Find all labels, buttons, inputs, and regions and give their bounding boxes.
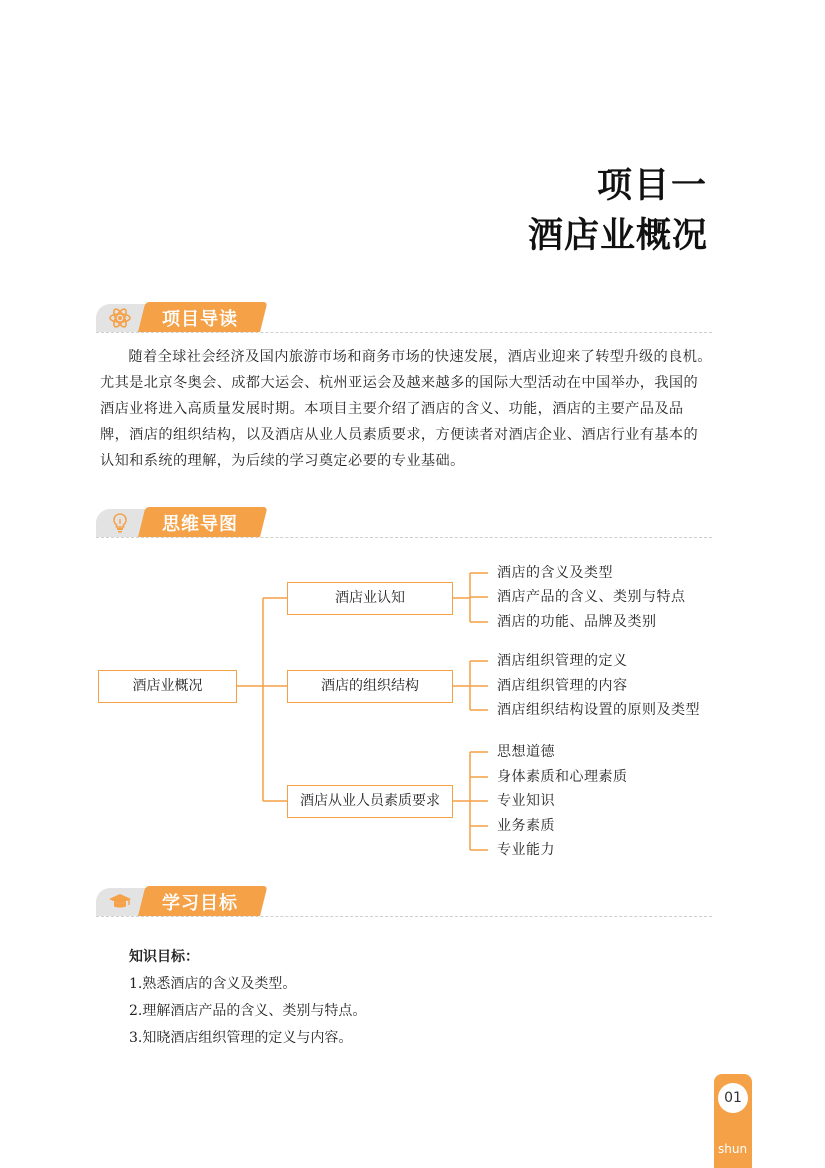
section-title-intro: 项目导读 xyxy=(162,309,238,330)
section-title-objectives: 学习目标 xyxy=(162,893,238,914)
objectives-heading: 知识目标： xyxy=(129,949,199,965)
page-number: 01 xyxy=(718,1083,748,1113)
mindmap-branch: 酒店的组织结构 xyxy=(287,670,453,703)
objective-item: 2.理解酒店产品的含义、类别与特点。 xyxy=(129,1003,367,1019)
project-number: 项目一 xyxy=(596,165,708,206)
mindmap-leaf: 酒店产品的含义、类别与特点 xyxy=(497,589,686,605)
graduation-cap-icon xyxy=(108,890,132,914)
mindmap-leaf: 酒店的功能、品牌及类别 xyxy=(497,614,657,630)
objective-item: 1.熟悉酒店的含义及类型。 xyxy=(129,976,297,992)
chapter-title: 酒店业概况 xyxy=(527,215,708,256)
mindmap-branch: 酒店业认知 xyxy=(287,582,453,615)
mindmap-leaf: 酒店的含义及类型 xyxy=(497,565,613,581)
section-title-mindmap: 思维导图 xyxy=(162,514,238,535)
mindmap-leaf: 身体素质和心理素质 xyxy=(497,769,628,785)
mindmap-branch: 酒店从业人员素质要求 xyxy=(287,785,453,818)
mindmap-leaf: 专业能力 xyxy=(497,842,555,858)
mindmap-leaf: 酒店组织管理的内容 xyxy=(497,678,628,694)
mindmap-leaf: 酒店组织结构设置的原则及类型 xyxy=(497,702,700,718)
watermark: shun xyxy=(718,1142,748,1156)
intro-paragraph: 随着全球社会经济及国内旅游市场和商务市场的快速发展，酒店业迎来了转型升级的良机。尤其是北京冬奥会、成都大运会、杭州亚运会及越来越多的国际大型活动在中国举办，我国的酒店业将进入高质量发展时期。本项目主要介绍了酒店的含义、功能，酒店的主要产品及品牌，酒店的组织结构，以及酒店从业人员素质要求，方便读者对酒店企业、酒店行业有基本的认知和系统的理解，为后续的学习奠定必要的专业基础。 xyxy=(100,349,712,469)
mindmap-leaf: 思想道德 xyxy=(497,744,555,760)
mindmap-leaf: 业务素质 xyxy=(497,818,555,834)
mindmap-leaf: 专业知识 xyxy=(497,793,555,809)
mindmap-leaf: 酒店组织管理的定义 xyxy=(497,653,628,669)
section-header-objectives xyxy=(96,886,712,920)
mindmap-root: 酒店业概况 xyxy=(98,670,237,703)
objective-item: 3.知晓酒店组织管理的定义与内容。 xyxy=(129,1030,353,1046)
